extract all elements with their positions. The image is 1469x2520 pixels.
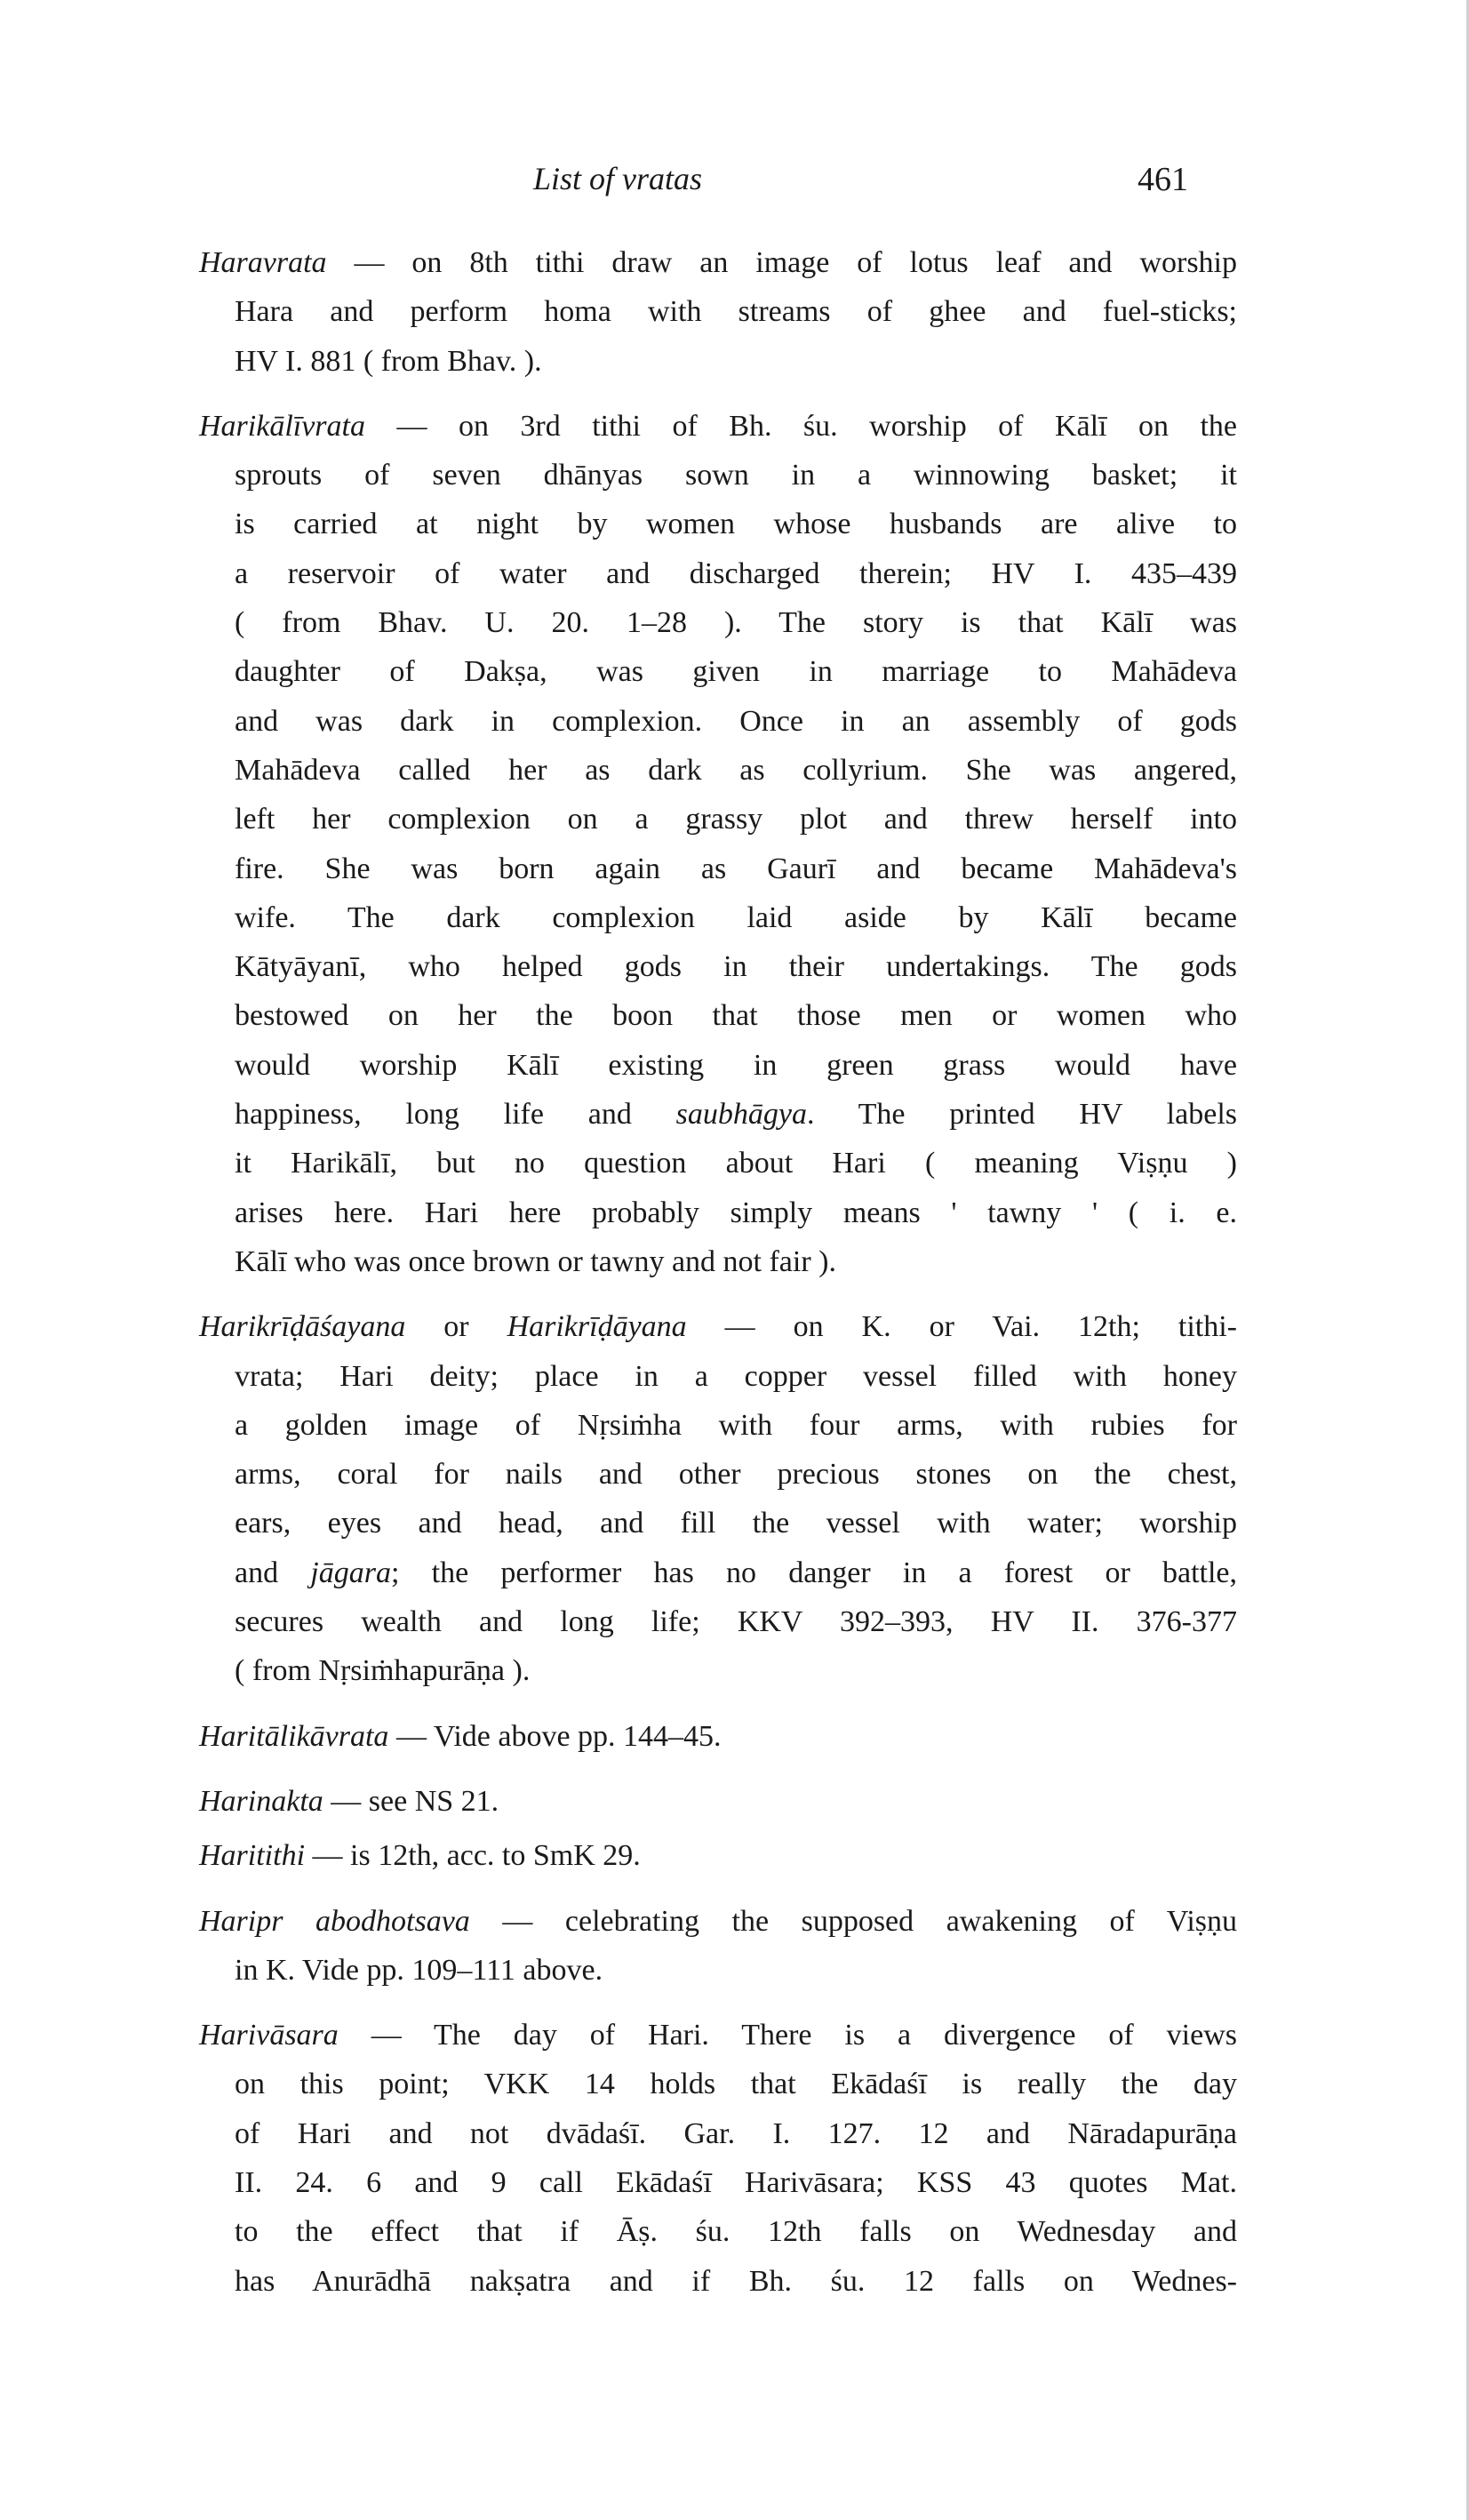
entry-text: — celebrating the supposed awakening of Viṣṇu: [469, 1904, 1237, 1938]
headword: Harikālīvrata: [199, 409, 365, 443]
entry-harikalivrata: [188, 402, 1237, 1286]
italic-term: saubhāgya: [675, 1098, 807, 1132]
entry-text: arises here. Hari here probably simply means ' tawny ' ( i. e.: [235, 1196, 1237, 1229]
entry-text: Hara and perform homa with streams of ghee and fuel-sticks;: [235, 295, 1237, 329]
entry-text: would worship Kālī existing in green grass would have: [235, 1048, 1237, 1082]
entry-text: and was dark in complexion. Once in an assembly of gods: [235, 704, 1237, 738]
entry-text: — The day of Hari. There is a divergence of views: [338, 2019, 1237, 2052]
entry-harinakta: [188, 1777, 1237, 1826]
entry-haritithi: [188, 1831, 1237, 1880]
entry-text: ( from Nṛsiṁhapurāṇa ).: [235, 1654, 531, 1688]
entry-text: and: [235, 1556, 311, 1589]
headword: Haravrata: [199, 246, 327, 279]
entry-text: — is 12th, acc. to SmK 29.: [305, 1839, 641, 1873]
entry-text: ears, eyes and head, and fill the vessel with water; worship: [235, 1507, 1237, 1540]
headword: Harivāsara: [199, 2019, 339, 2052]
entry-text: daughter of Dakṣa, was given in marriage to Mahādeva: [235, 655, 1237, 689]
entry-text: ( from Bhav. U. 20. 1–28 ). The story is that Kālī was: [235, 606, 1237, 640]
entry-text: — Vide above pp. 144–45.: [388, 1719, 722, 1753]
entry-text: Mahādeva called her as dark as collyrium. She was angered,: [235, 753, 1237, 787]
entry-haritalikavrata: [188, 1712, 1237, 1761]
entry-text: wife. The dark complexion laid aside by Kālī became: [235, 900, 1237, 934]
entry-text: of Hari and not dvādaśī. Gar. I. 127. 12 and Nāradapurāṇa: [235, 2116, 1237, 2150]
entry-harivasara: [188, 2011, 1237, 2306]
entry-text: is carried at night by women whose husbands are alive to: [235, 508, 1237, 541]
entry-text: — on K. or Vai. 12th; tithi-: [686, 1310, 1237, 1344]
headword: Haripr abodhotsava: [199, 1904, 470, 1938]
entry-text: Kātyāyanī, who helped gods in their undertakings. The gods: [235, 950, 1237, 984]
entry-text: — see NS 21.: [323, 1784, 499, 1818]
entry-text: — on 3rd tithi of Bh. śu. worship of Kālī on the: [364, 409, 1237, 443]
entry-text: fire. She was born again as Gaurī and became Mahādeva's: [235, 852, 1237, 885]
entry-text: a golden image of Nṛsiṁha with four arms, with rubies for: [235, 1408, 1237, 1442]
page-number: 461: [1138, 161, 1188, 198]
entry-text: — on 8th tithi draw an image of lotus leaf and worship: [326, 246, 1237, 279]
entry-text: on this point; VKK 14 holds that Ekādaśī is really the day: [235, 2068, 1237, 2101]
entry-list: [188, 238, 1237, 2322]
running-header-title: List of vratas: [533, 161, 703, 196]
entry-text: ; the performer has no danger in a forest or battle,: [390, 1556, 1237, 1589]
entry-text: in K. Vide pp. 109–111 above.: [235, 1953, 603, 1987]
entry-text: to the effect that if Āṣ. śu. 12th falls on Wednesday and: [235, 2215, 1237, 2249]
entry-text: happiness, long life and: [235, 1098, 676, 1132]
entry-text: a reservoir of water and discharged therein; HV I. 435–439: [235, 556, 1237, 590]
headword: Haritithi: [199, 1839, 306, 1873]
entry-text: arms, coral for nails and other precious stones on the chest,: [235, 1458, 1237, 1492]
entry-text: HV I. 881 ( from Bhav. ).: [235, 344, 542, 378]
entry-haravrata: [188, 238, 1237, 386]
headword: Haritālikāvrata: [199, 1719, 389, 1753]
entry-text: secures wealth and long life; KKV 392–393, HV II. 376-377: [235, 1605, 1237, 1639]
entry-text: bestowed on her the boon that those men or women who: [235, 999, 1237, 1033]
entry-text: or: [405, 1310, 507, 1344]
italic-term: jāgara: [310, 1556, 391, 1589]
entry-text: it Harikālī, but no question about Hari ( meaning Viṣṇu ): [235, 1147, 1237, 1180]
entry-text: has Anurādhā nakṣatra and if Bh. śu. 12 falls on Wednes-: [235, 2264, 1237, 2298]
entry-text: Kālī who was once brown or tawny and not fair ).: [235, 1244, 836, 1278]
entry-text: II. 24. 6 and 9 call Ekādaśī Harivāsara; KSS 43 quotes Mat.: [235, 2165, 1237, 2199]
entry-text: . The printed HV labels: [806, 1098, 1237, 1132]
entry-text: vrata; Hari deity; place in a copper vessel filled with honey: [235, 1359, 1237, 1393]
headword-alt: Harikrīḍāyana: [507, 1310, 687, 1344]
entry-hariprabodhotsava: [188, 1897, 1237, 1996]
headword: Harikrīḍāśayana: [199, 1310, 406, 1344]
headword: Harinakta: [199, 1784, 323, 1818]
entry-text: left her complexion on a grassy plot and threw herself into: [235, 803, 1237, 836]
entry-text: sprouts of seven dhānyas sown in a winnowing basket; it: [235, 459, 1237, 492]
entry-harikridasayana: [188, 1302, 1237, 1695]
